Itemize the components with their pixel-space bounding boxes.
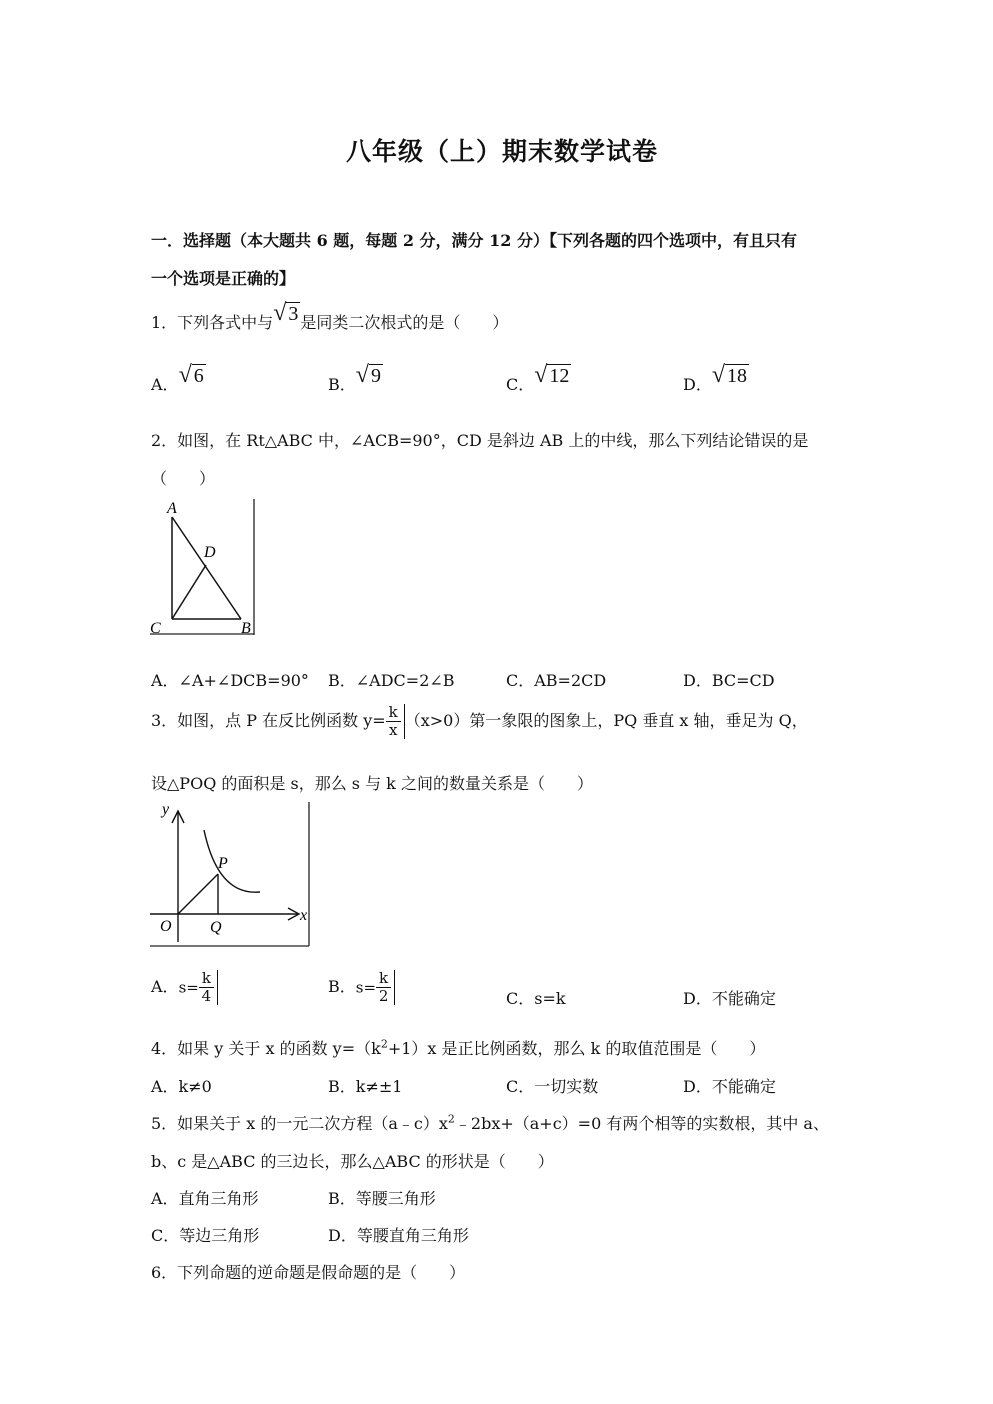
section-heading-line1: 一．选择题（本大题共 6 题，每题 2 分，满分 12 分）【下列各题的四个选项中，有且只有 bbox=[151, 231, 797, 250]
q3-option-b: B．s= $\frac{k}{2}$ bbox=[328, 970, 395, 1005]
q4-option-d: D．不能确定 bbox=[683, 1077, 776, 1096]
q4-option-b: B．k≠±1 bbox=[328, 1077, 403, 1096]
label-o: O bbox=[160, 918, 172, 935]
page-title: 八年级（上）期末数学试卷 bbox=[346, 137, 659, 166]
q2-option-a: A．∠A+∠DCB=90° bbox=[151, 671, 309, 690]
question-5-line2: b、c 是△ABC 的三边长，那么△ABC 的形状是（ ） bbox=[151, 1152, 554, 1171]
q4-option-c: C．一切实数 bbox=[506, 1077, 599, 1096]
question-1 bbox=[151, 300, 509, 335]
q5-option-b: B．等腰三角形 bbox=[328, 1189, 436, 1208]
q1-option-a: A．√ 6 bbox=[151, 362, 204, 394]
label-y: y bbox=[162, 801, 170, 818]
label-b: B bbox=[241, 620, 251, 637]
q1-option-b: B．√ 9 bbox=[328, 362, 381, 394]
label-p: P bbox=[218, 855, 228, 872]
question-3-line2: 设△POQ 的面积是 s，那么 s 与 k 之间的数量关系是（ ） bbox=[151, 774, 593, 793]
q5-option-d: D．等腰直角三角形 bbox=[328, 1226, 469, 1245]
question-3-line1: 3．如图，点 P 在反比例函数 y= $\frac{k}{x}$ （x>0）第一象限的图象上，PQ 垂直 x 轴，垂足为 Q， bbox=[151, 703, 808, 739]
q3-option-d: D．不能确定 bbox=[683, 989, 776, 1008]
label-d: D bbox=[204, 544, 216, 561]
question-2-line1: 2．如图，在 Rt△ABC 中，∠ACB=90°，CD 是斜边 AB 上的中线，那么下列结论错误的是 bbox=[151, 431, 809, 450]
question-1-prefix: 1．下列各式中与 bbox=[151, 313, 274, 332]
q5-option-c: C．等边三角形 bbox=[151, 1226, 260, 1245]
q2-option-c: C．AB=2CD bbox=[506, 671, 607, 690]
question-4: 4．如果 y 关于 x 的函数 $y=(k^2+1)x$ 是正比例函数，那么 k 的取值范围是（ ） bbox=[151, 1037, 766, 1058]
question-2-line2: （ ） bbox=[151, 469, 216, 488]
q3-option-c: C．s=k bbox=[506, 989, 566, 1008]
q4-option-a: A．k≠0 bbox=[151, 1077, 212, 1096]
q1-option-d: D．√ 18 bbox=[683, 362, 748, 394]
q1-option-c: C．√ 12 bbox=[506, 362, 570, 394]
question-5-line1: 5．如果关于 x 的一元二次方程$(a﹣c)x^2﹣2bx+(a+c)=0$ 有两个相等的实数根，其中 a、 bbox=[151, 1112, 829, 1133]
question-1-suffix: 是同类二次根式的是（ ） bbox=[300, 313, 509, 332]
triangle-figure bbox=[148, 497, 258, 639]
q5-option-a: A．直角三角形 bbox=[151, 1189, 259, 1208]
label-a: A bbox=[167, 500, 177, 517]
label-x: x bbox=[300, 907, 308, 924]
label-q: Q bbox=[210, 919, 222, 936]
q2-option-d: D．BC=CD bbox=[683, 671, 775, 690]
fraction-k-over-x: $\frac{k}{x}$ bbox=[386, 704, 405, 739]
label-c: C bbox=[150, 620, 161, 637]
q2-option-b: B．∠ADC=2∠B bbox=[328, 671, 455, 690]
section-heading-line2: 一个选项是正确的】 bbox=[151, 269, 296, 288]
sqrt-3: √ 3 bbox=[273, 300, 299, 326]
q3-option-a: A．s= $\frac{k}{4}$ bbox=[151, 970, 218, 1005]
hyperbola-figure bbox=[148, 800, 313, 950]
question-6: 6．下列命题的逆命题是假命题的是（ ） bbox=[151, 1263, 466, 1282]
